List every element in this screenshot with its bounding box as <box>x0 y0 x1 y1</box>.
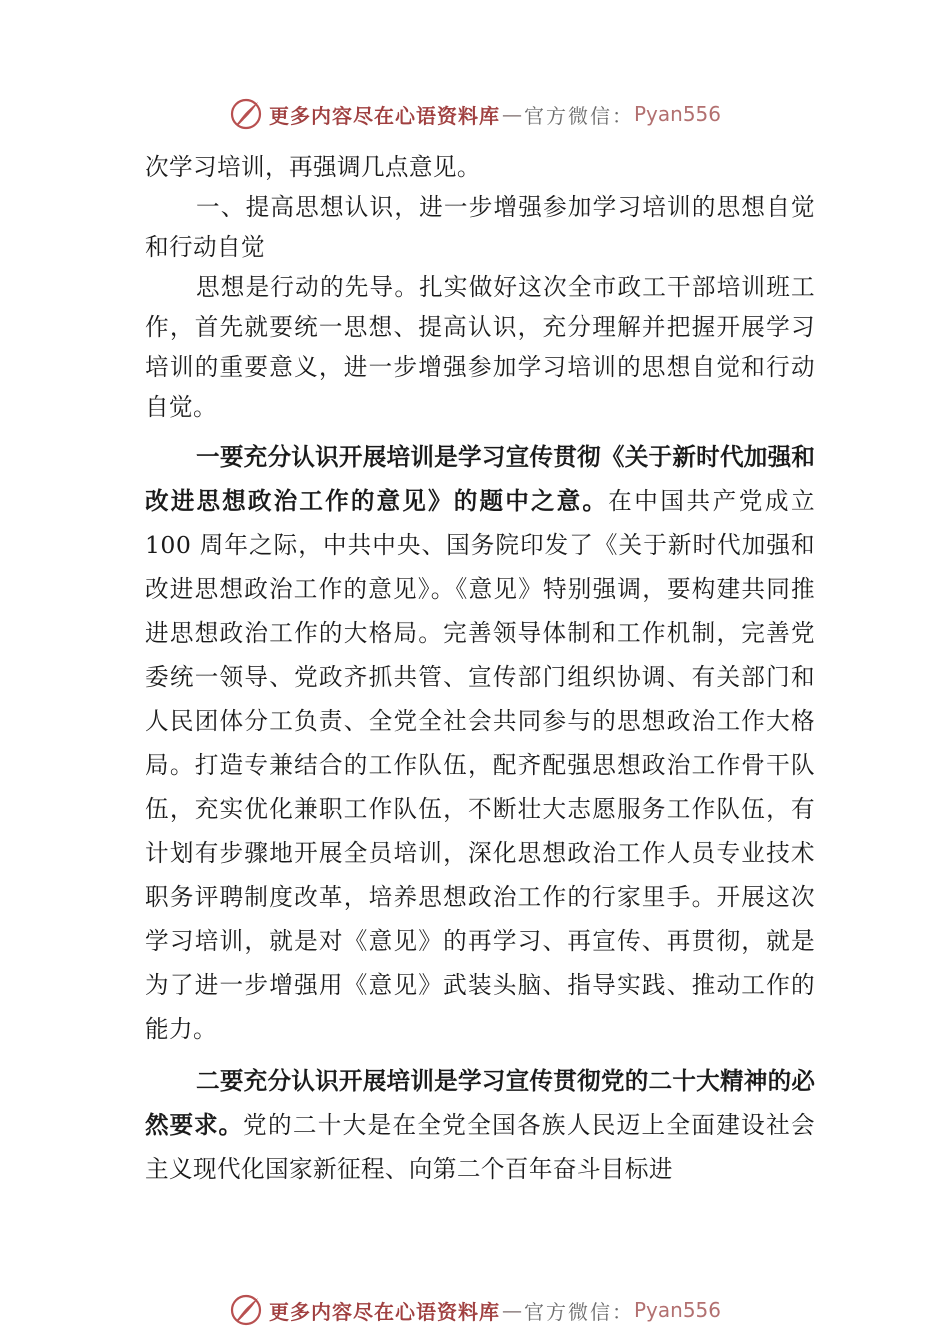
banner-separator: — <box>501 102 522 126</box>
banner-wechat-id: Pyan556 <box>633 102 721 126</box>
paragraph-thought-lead: 思想是行动的先导。扎实做好这次全市政工干部培训班工作，首先就要统一思想、提高认识，充分理解并把握开展学习培训的重要意义，进一步增强参加学习培训的思想自觉和行动自觉。 <box>145 273 815 421</box>
footer-banner-wechat-id: Pyan556 <box>633 1298 721 1322</box>
section-heading-1: 一、提高思想认识，进一步增强参加学习培训的思想自觉和行动自觉 <box>145 193 815 261</box>
footer-banner-wechat-label: 官方微信： <box>523 1299 634 1324</box>
paragraph-continuation: 次学习培训，再强调几点意见。 <box>145 153 481 181</box>
document-body <box>145 147 815 1191</box>
footer-banner-separator: — <box>501 1298 522 1322</box>
paragraph-point-2 <box>145 1051 815 1191</box>
banner-wechat-label: 官方微信： <box>523 103 634 128</box>
point-1-lead: 一要充分认识开展培训是学习宣传贯彻《关于新时代加强和改进思想政治工作的意见》的题中之意。 <box>145 443 815 515</box>
header-banner <box>0 92 950 136</box>
footer-banner-title: 更多内容尽在心语资料库 <box>268 1299 500 1324</box>
paragraph-point-1 <box>145 427 815 1051</box>
point-1-body: 在中国共产党成立 100 周年之际，中共中央、国务院印发了《关于新时代加强和改进思想政治工作的意见》。《意见》特别强调，要构建共同推进思想政治工作的大格局。完善领导体制和工作机制，完善党委统一领导、党政齐抓共管、宣传部门组织协调、有关部门和人民团体分工负责、全党全社会共同参与的思想政治工作大格局。打造专兼结合的工作队伍，配齐配强思想政治工作骨干队伍，充实优化兼职工作队伍，不断壮大志愿服务工作队伍，有计划有步骤地开展全员培训，深化思想政治工作人员专业技术职务评聘制度改革，培养思想政治工作的行家里手。开展这次学习培训，就是对《意见》的再学习、再宣传、再贯彻，就是为了进一步增强用《意见》武装头脑、指导实践、推动工作的能力。 <box>145 487 815 1043</box>
banner-title: 更多内容尽在心语资料库 <box>268 103 500 128</box>
feather-pen-logo-icon <box>229 1293 263 1327</box>
point-2-body: 党的二十大是在全党全国各族人民迈上全面建设社会主义现代化国家新征程、向第二个百年奋斗目标进 <box>145 1111 815 1183</box>
footer-banner <box>0 1288 950 1332</box>
point-2-lead: 二要充分认识开展培训是学习宣传贯彻党的二十大精神的必然要求。 <box>145 1067 815 1139</box>
feather-pen-logo-icon <box>229 97 263 131</box>
